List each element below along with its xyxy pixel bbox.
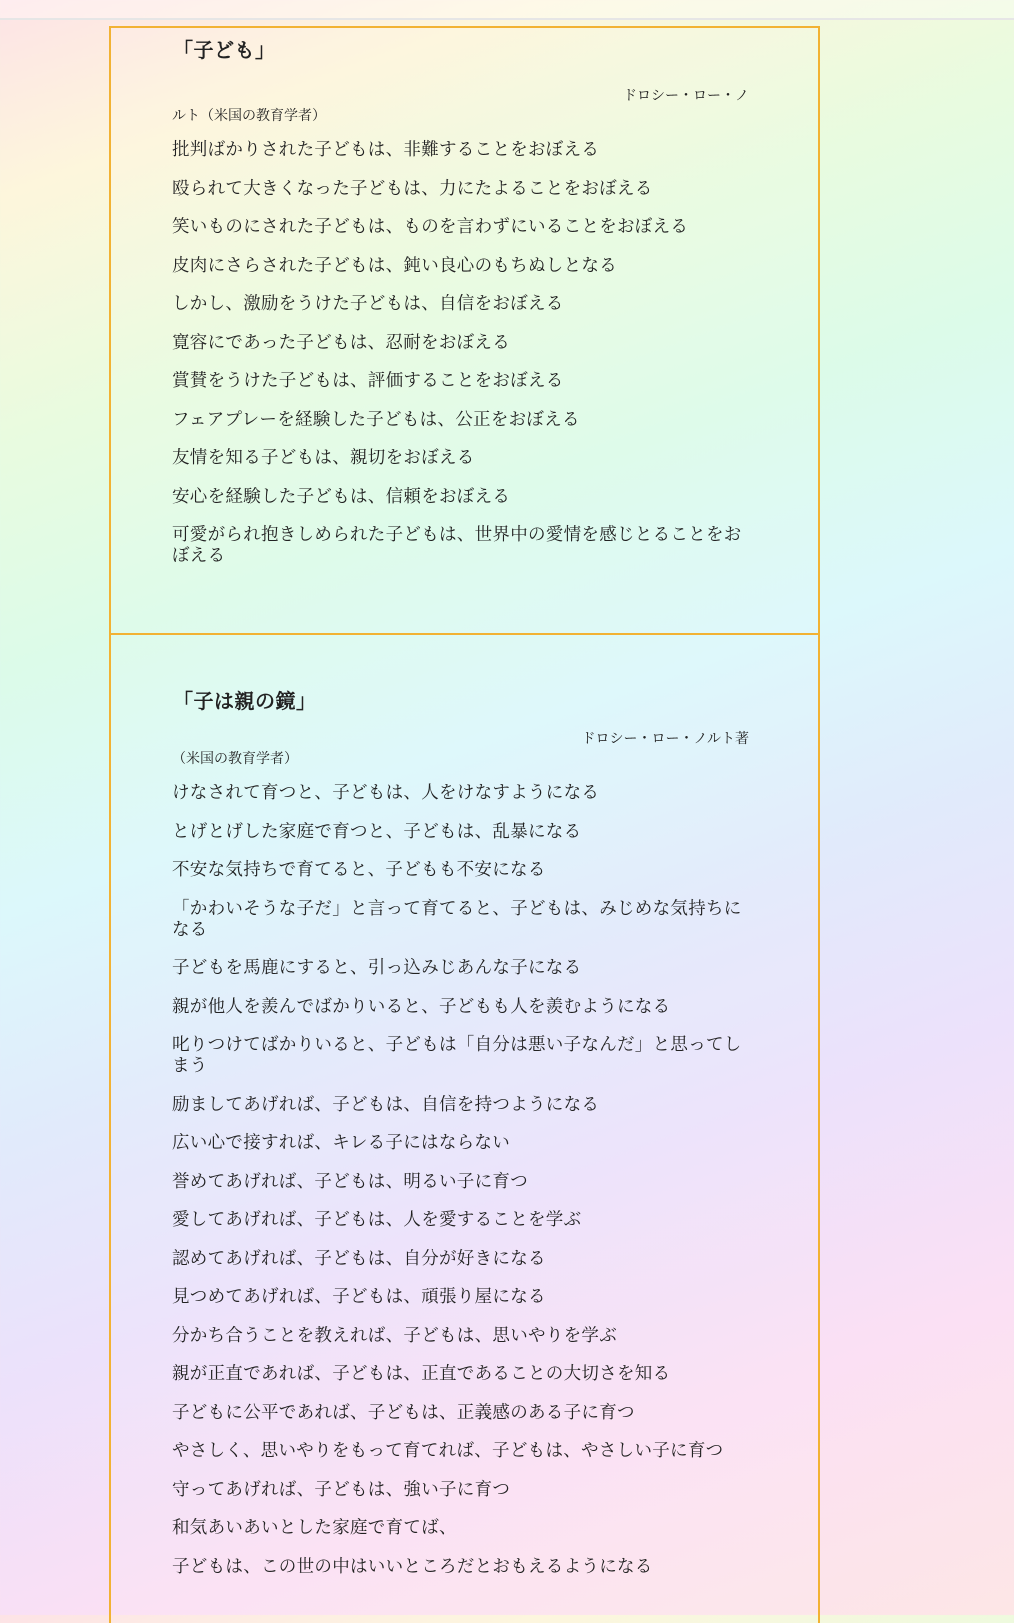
- poem-lines: [172, 140, 757, 567]
- poem-line: 笑いものにされた子どもは、ものを言わずにいることをおぼえる: [172, 217, 689, 237]
- poem-line: 誉めてあげれば、子どもは、明るい子に育つ: [172, 1171, 528, 1192]
- poem-content: [172, 36, 757, 585]
- poem-line: 愛してあげれば、子どもは、人を愛することを学ぶ: [172, 1210, 582, 1230]
- poem-line: 殴られて大きくなった子どもは、力にたよることをおぼえる: [172, 178, 653, 199]
- poem-line: フェアプレーを経験した子どもは、公正をおぼえる: [172, 409, 580, 430]
- poem-line: 励ましてあげれば、子どもは、自信を持つようになる: [172, 1094, 600, 1115]
- poem-author-note: ルト（米国の教育学者）: [172, 108, 326, 124]
- poem-author: ドロシー・ロー・ノ: [623, 88, 749, 104]
- poem-line: しかし、激励をうけた子どもは、自信をおぼえる: [172, 294, 564, 314]
- poem-line: 批判ばかりされた子どもは、非難することをおぼえる: [172, 140, 600, 160]
- poem-panel-kodomo: [109, 26, 820, 635]
- poem-line: 可愛がられ抱きしめられた子どもは、世界中の愛情を感じとることをおぼえる: [172, 525, 742, 566]
- poem-lines: [172, 783, 757, 1578]
- poem-line: 安心を経験した子どもは、信頼をおぼえる: [172, 486, 511, 507]
- poem-panel-ko-wa-oya-no-kagami: [109, 633, 820, 1623]
- poem-title: 「子ども」: [173, 38, 276, 62]
- top-border-strip: [0, 0, 1014, 20]
- poem-line: 寛容にであった子どもは、忍耐をおぼえる: [172, 332, 511, 353]
- poem-line: 不安な気持ちで育てると、子どもも不安になる: [172, 860, 546, 880]
- poem-line: 広い心で接すれば、キレる子にはならない: [172, 1133, 511, 1153]
- poem-content: [172, 687, 757, 1595]
- poem-line: 子どもに公平であれば、子どもは、正義感のある子に育つ: [172, 1402, 635, 1423]
- poem-line: 子どもを馬鹿にすると、引っ込みじあんな子になる: [172, 958, 582, 978]
- poem-line: とげとげした家庭で育つと、子どもは、乱暴になる: [172, 821, 582, 842]
- poem-line: 和気あいあいとした家庭で育てば、: [172, 1518, 457, 1538]
- poem-line: けなされて育つと、子どもは、人をけなすようになる: [172, 783, 600, 803]
- poem-line: 親が他人を羨んでばかりいると、子どもも人を羨むようになる: [172, 996, 671, 1017]
- poem-line: 守ってあげれば、子どもは、強い子に育つ: [172, 1479, 511, 1500]
- poem-line: やさしく、思いやりをもって育てれば、子どもは、やさしい子に育つ: [172, 1441, 724, 1461]
- poem-line: 分かち合うことを教えれば、子どもは、思いやりを学ぶ: [172, 1325, 617, 1346]
- poem-author-note: （米国の教育学者）: [172, 751, 298, 767]
- poem-line: 「かわいそうな子だ」と言って育てると、子どもは、みじめな気持ちになる: [172, 898, 742, 940]
- poem-line: 見つめてあげれば、子どもは、頑張り屋になる: [172, 1287, 546, 1307]
- poem-line: 賞賛をうけた子どもは、評価することをおぼえる: [172, 371, 564, 391]
- poem-line: 皮肉にさらされた子どもは、鈍い良心のもちぬしとなる: [172, 255, 617, 276]
- poem-line: 認めてあげれば、子どもは、自分が好きになる: [172, 1248, 546, 1269]
- poem-line: 親が正直であれば、子どもは、正直であることの大切さを知る: [172, 1364, 671, 1384]
- poem-author: ドロシー・ロー・ノルト著: [581, 731, 749, 747]
- poem-title: 「子は親の鏡」: [173, 689, 317, 713]
- poem-line: 友情を知る子どもは、親切をおぼえる: [172, 448, 475, 468]
- poem-line: 子どもは、この世の中はいいところだとおもえるようになる: [172, 1556, 653, 1577]
- poem-line: 叱りつけてばかりいると、子どもは「自分は悪い子なんだ」と思ってしまう: [172, 1035, 742, 1076]
